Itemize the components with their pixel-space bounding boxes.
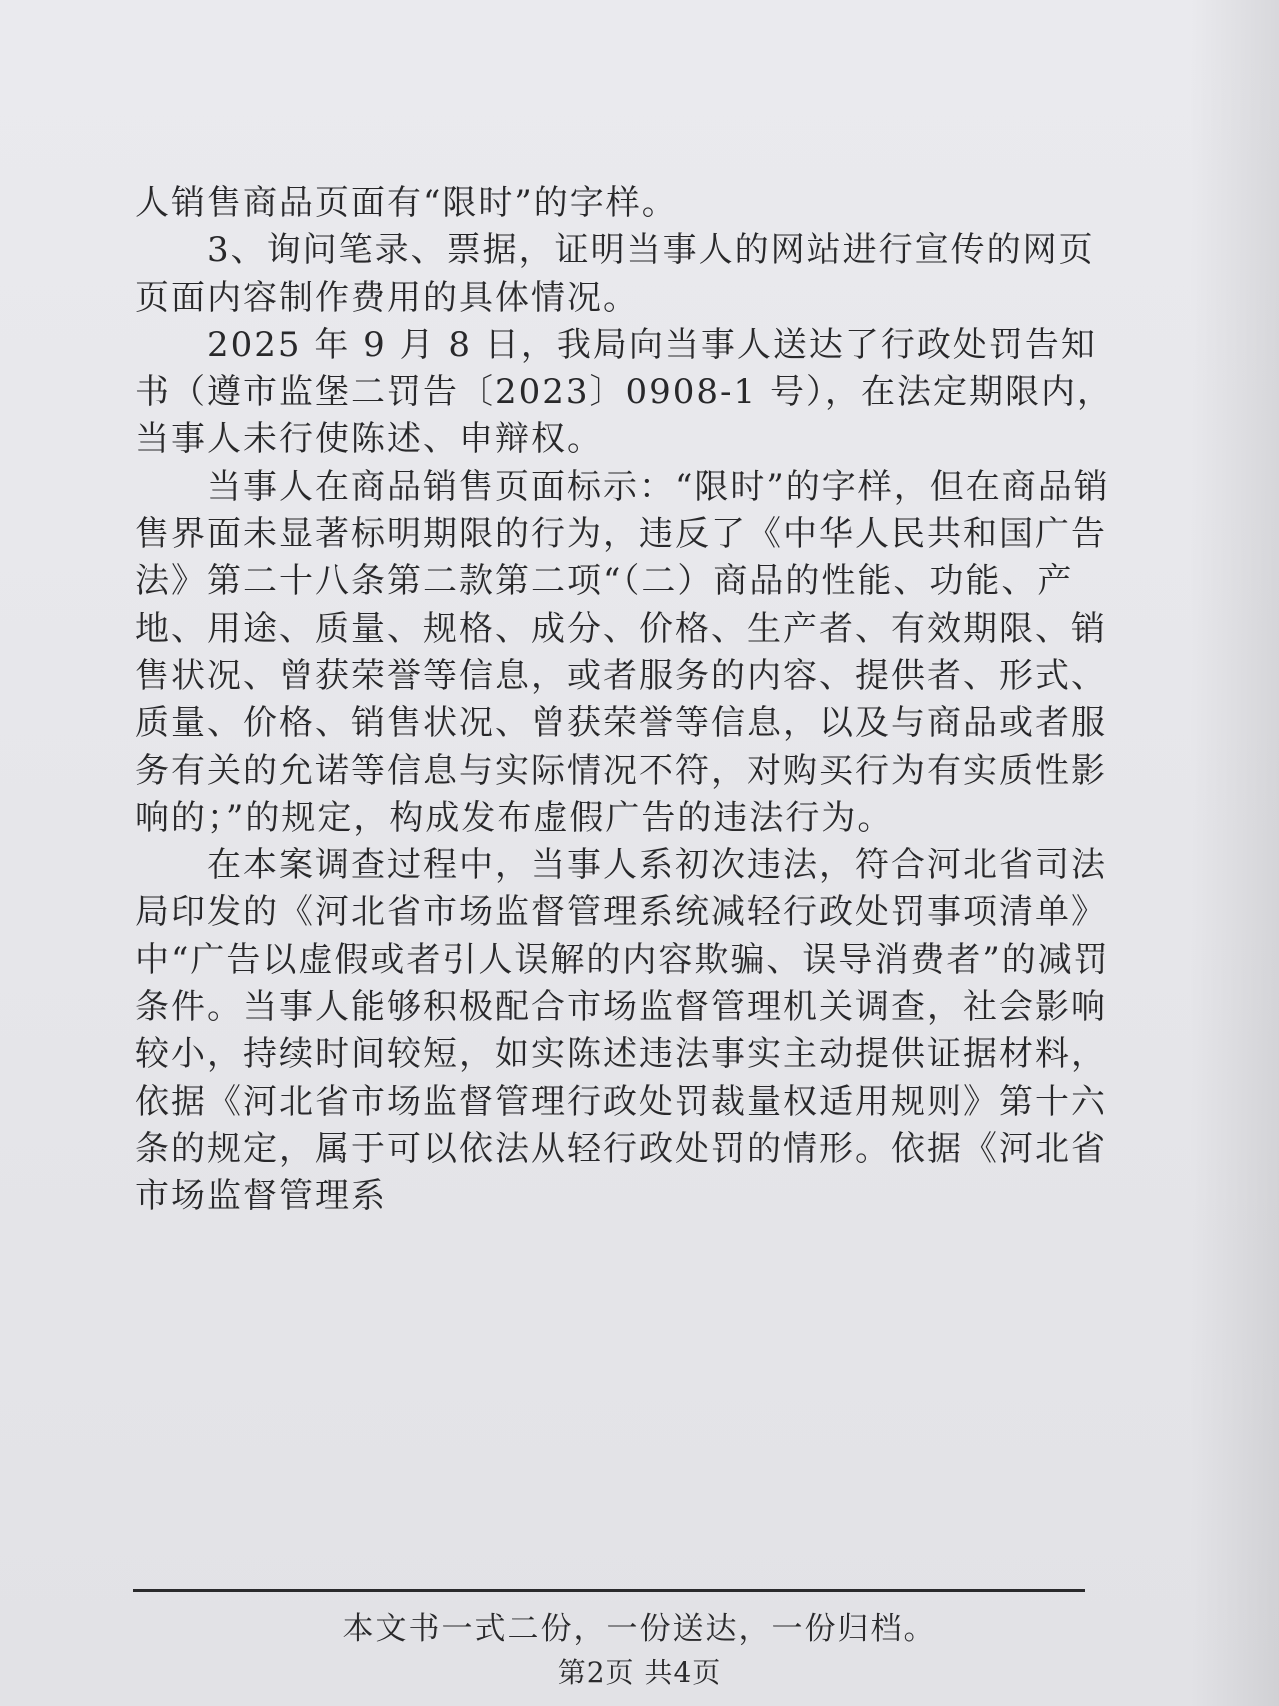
paragraph-mitigation: 在本案调查过程中，当事人系初次违法，符合河北省司法局印发的《河北省市场监督管理系统减轻行政处罚事项清单》中“广告以虚假或者引人误解的内容欺骗、误导消费者”的减罚条件。当事人能够积极配合市场监督管理机关调查，社会影响较小，持续时间较短，如实陈述违法事实主动提供证据材料，依据《河北省市场监督管理行政处罚裁量权适用规则》第十六条的规定，属于可以依法从轻行政处罚的情形。依据《河北省市场监督管理系	[135, 845, 1110, 1217]
footer-divider	[133, 1589, 1085, 1592]
page-edge-shadow	[1189, 0, 1279, 1706]
paragraph-violation: 当事人在商品销售页面标示：“限时”的字样，但在商品销售界面未显著标明期限的行为，违反了《中华人民共和国广告法》第二十八条第二款第二项“（二）商品的性能、功能、产地、用途、质量、规格、成分、价格、生产者、有效期限、销售状况、曾获荣誉等信息，或者服务的内容、提供者、形式、质量、价格、销售状况、曾获荣誉等信息，以及与商品或者服务有关的允诺等信息与实际情况不符，对购买行为有实质性影响的；”的规定，构成发布虚假广告的违法行为。	[135, 466, 1110, 838]
page-number: 第2页 共4页	[557, 1656, 722, 1689]
paragraph-notice-delivery: 2025 年 9 月 8 日，我局向当事人送达了行政处罚告知书（遵市监堡二罚告〔2023〕0908-1 号），在法定期限内，当事人未行使陈述、申辩权。	[135, 324, 1113, 460]
document-body	[135, 180, 1115, 1221]
footer-copies-note: 本文书一式二份，一份送达，一份归档。	[342, 1611, 937, 1647]
paragraph-continuation: 人销售商品页面有“限时”的字样。	[135, 183, 678, 223]
paragraph-evidence-3: 3、询问笔录、票据，证明当事人的网站进行宣传的网页页面内容制作费用的具体情况。	[135, 230, 1095, 318]
